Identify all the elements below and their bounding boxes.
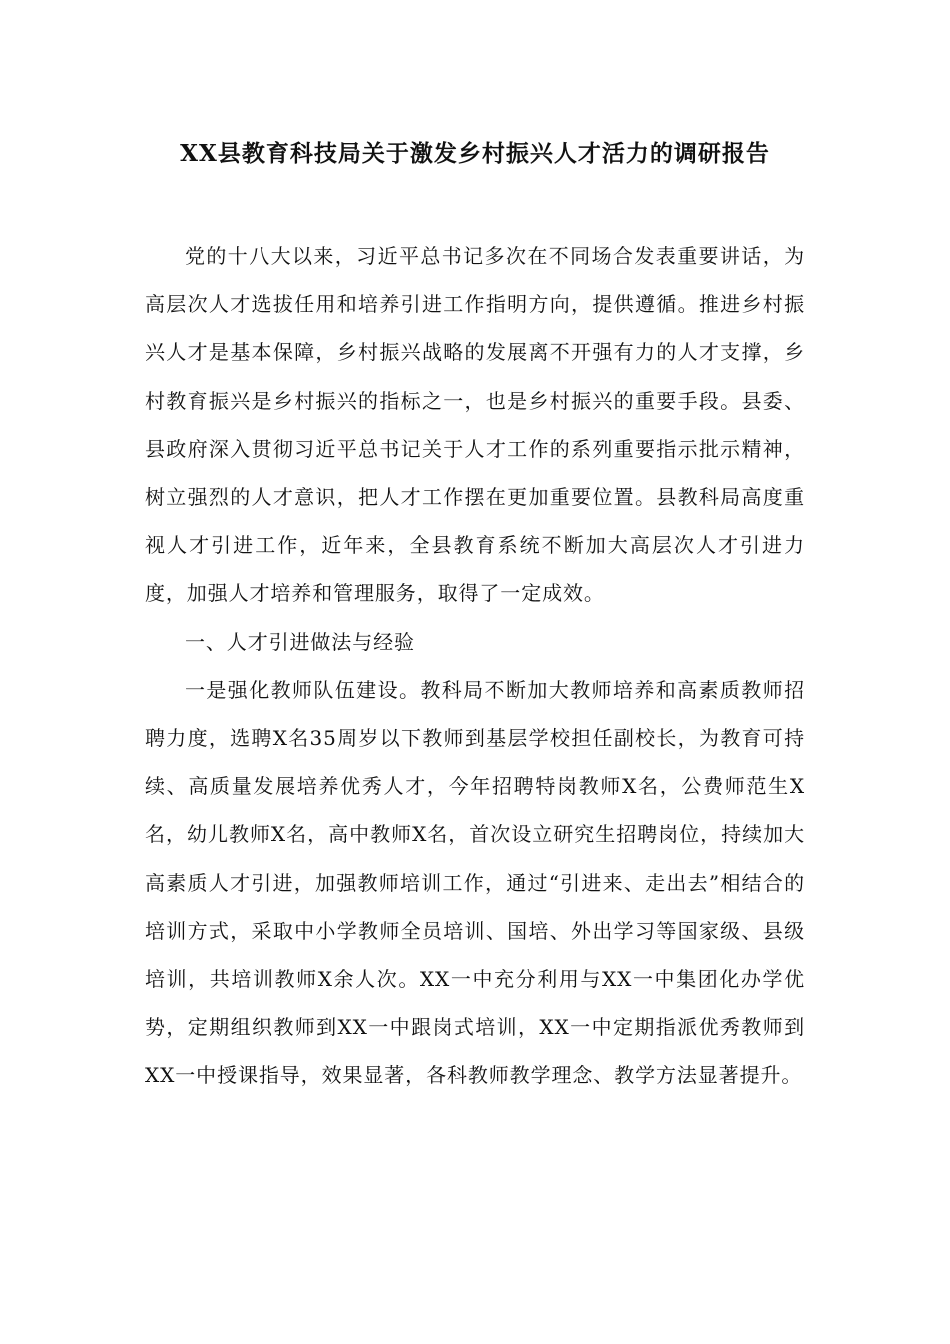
document-body	[145, 232, 805, 1100]
section-heading: 一、人才引进做法与经验	[185, 629, 415, 654]
intro-paragraph: 党的十八大以来，习近平总书记多次在不同场合发表重要讲话，为高层次人才选拔任用和培养引进工作指明方向，提供遵循。推进乡村振兴人才是基本保障，乡村振兴战略的发展离不开强有力的人才支撑，乡村教育振兴是乡村振兴的指标之一，也是乡村振兴的重要手段。县委、县政府深入贯彻习近平总书记关于人才工作的系列重要指示批示精神，树立强烈的人才意识，把人才工作摆在更加重要位置。县教科局高度重视人才引进工作，近年来，全县教育系统不断加大高层次人才引进力度，加强人才培养和管理服务，取得了一定成效。	[145, 244, 805, 606]
document-title: XX县教育科技局关于激发乡村振兴人才活力的调研报告	[180, 140, 770, 167]
body-paragraph: 一是强化教师队伍建设。教科局不断加大教师培养和高素质教师招聘力度，选聘X名35周岁以下教师到基层学校担任副校长，为教育可持续、高质量发展培养优秀人才，今年招聘特岗教师X名，公费师范生X名，幼儿教师X名，高中教师X名，首次设立研究生招聘岗位，持续加大高素质人才引进，加强教师培训工作，通过“引进来、走出去”相结合的培训方式，采取中小学教师全员培训、国培、外出学习等国家级、县级培训，共培训教师X余人次。XX一中充分利用与XX一中集团化办学优势，定期组织教师到XX一中跟岗式培训，XX一中定期指派优秀教师到XX一中授课指导，效果显著，各科教师教学理念、教学方法显著提升。	[145, 677, 805, 1088]
